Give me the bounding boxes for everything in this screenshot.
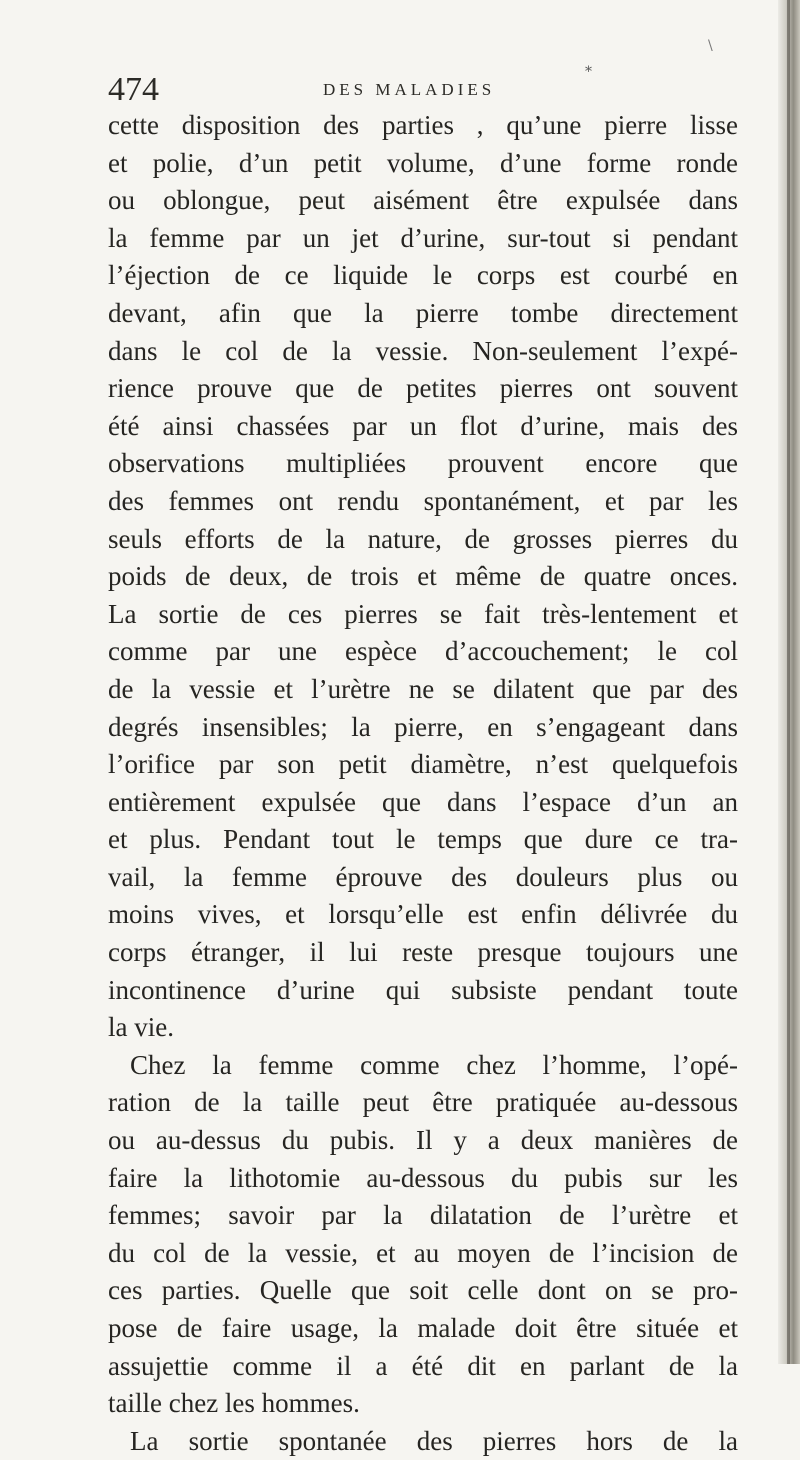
paragraph-start-line: Chez la femme comme chez l’homme, l’opé- xyxy=(130,1049,738,1080)
text-line: entièrement expulsée que dans l’espace d’un an xyxy=(108,786,738,817)
running-head: DES MALADIES xyxy=(323,80,496,99)
page-number: 474 xyxy=(108,71,159,108)
text-line: l’éjection de ce liquide le corps est courbé en xyxy=(108,260,738,291)
text-line: pose de faire usage, la malade doit être située et xyxy=(108,1313,738,1343)
text-line: ou au-dessus du pubis. Il y a deux manières de xyxy=(108,1125,738,1156)
text-line: la femme par un jet d’urine, sur-tout si pendant xyxy=(108,222,738,253)
text-line: la vie. xyxy=(108,1012,174,1043)
text-line: et plus. Pendant tout le temps que dure ce tra- xyxy=(108,824,738,855)
text-line: ces parties. Quelle que soit celle dont on se pro- xyxy=(108,1275,738,1306)
text-line: degrés insensibles; la pierre, en s’engageant dans xyxy=(108,711,738,742)
text-line: de la vessie et l’urètre ne se dilatent que par des xyxy=(108,673,738,704)
page-edge-line xyxy=(787,0,790,1364)
text-line: du col de la vessie, et au moyen de l’incision de xyxy=(108,1237,738,1268)
text-line: femmes; savoir par la dilatation de l’urètre et xyxy=(108,1200,738,1231)
text-line: vail, la femme éprouve des douleurs plus ou xyxy=(108,861,738,892)
text-line: La sortie de ces pierres se fait très-lentement et xyxy=(108,598,738,629)
paragraph-start-line: La sortie spontanée des pierres hors de la xyxy=(130,1425,738,1456)
text-line: l’orifice par son petit diamètre, n’est quelquefois xyxy=(108,749,738,780)
text-line: corps étranger, il lui reste presque toujours une xyxy=(108,937,738,968)
printer-mark-star: * xyxy=(585,64,592,80)
page-header xyxy=(108,38,748,110)
text-line: des femmes ont rendu spontanément, et par les xyxy=(108,485,738,516)
text-line: faire la lithotomie au-dessous du pubis sur les xyxy=(108,1162,738,1193)
text-line: ration de la taille peut être pratiquée au-dessous xyxy=(108,1087,738,1118)
text-line: incontinence d’urine qui subsiste pendant toute xyxy=(108,974,738,1005)
text-line: devant, afin que la pierre tombe directement xyxy=(108,297,738,328)
body-text xyxy=(108,107,738,1460)
printer-mark-tick: \ xyxy=(708,38,713,54)
text-line: seuls efforts de la nature, de grosses pierres du xyxy=(108,523,738,554)
text-line: taille chez les hommes. xyxy=(108,1388,360,1419)
text-line: cette disposition des parties , qu’une pierre lisse xyxy=(108,110,738,140)
text-line: comme par une espèce d’accouchement; le col xyxy=(108,636,738,667)
text-line: dans le col de la vessie. Non-seulement l’expé- xyxy=(108,335,738,366)
text-line: assujettie comme il a été dit en parlant de la xyxy=(108,1350,738,1381)
text-line: observations multipliées prouvent encore que xyxy=(108,448,738,479)
text-line: été ainsi chassées par un flot d’urine, mais des xyxy=(108,410,738,441)
text-line: moins vives, et lorsqu’elle est enfin délivrée du xyxy=(108,899,738,930)
text-line: ou oblongue, peut aisément être expulsée dans xyxy=(108,185,738,216)
text-line: rience prouve que de petites pierres ont souvent xyxy=(108,373,738,404)
text-line: poids de deux, de trois et même de quatre onces. xyxy=(108,561,738,592)
text-line: et polie, d’un petit volume, d’une forme ronde xyxy=(108,147,738,178)
